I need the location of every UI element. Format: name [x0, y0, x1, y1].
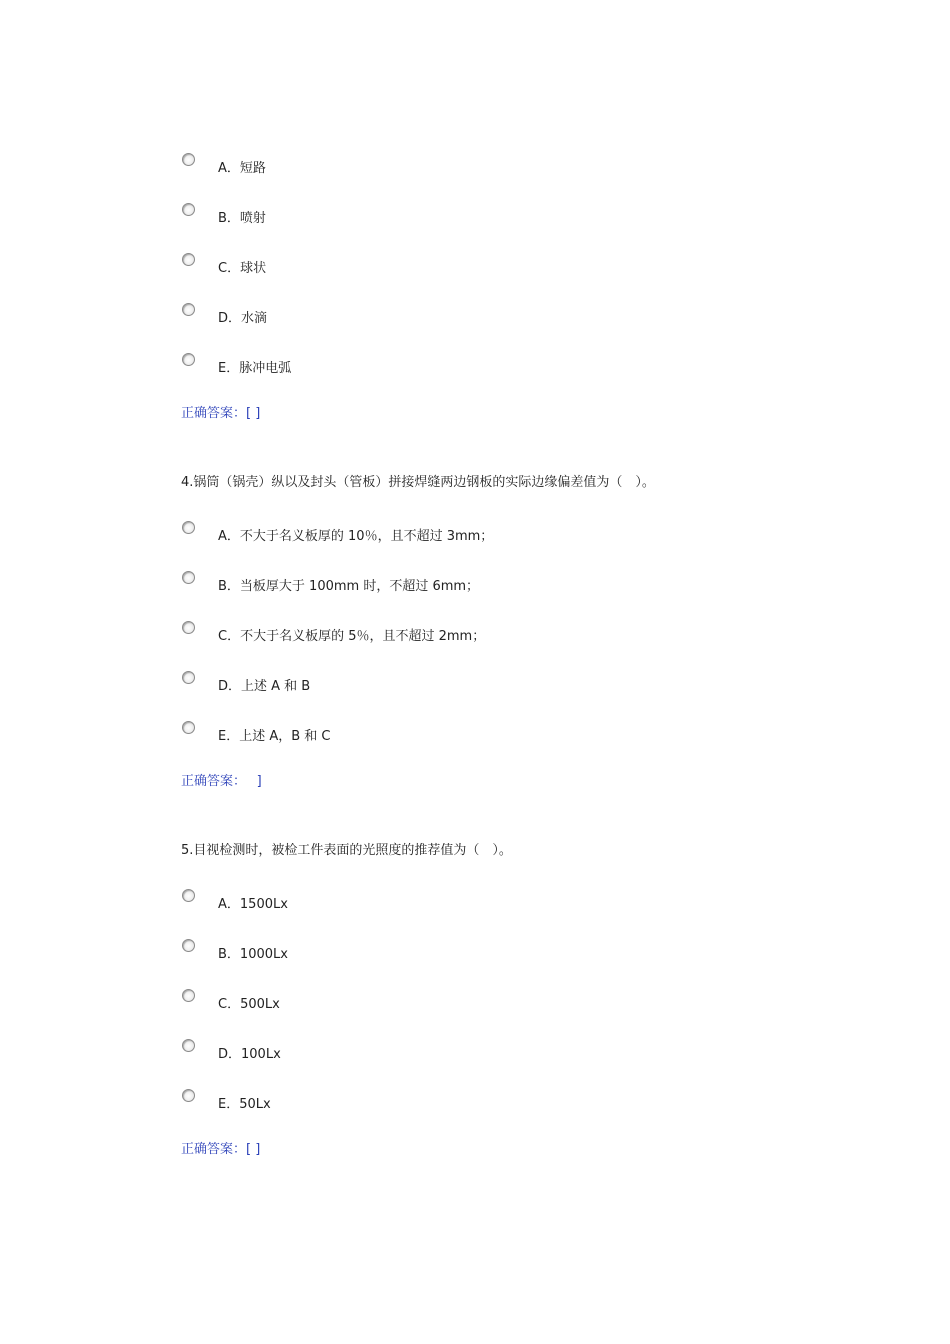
- option-letter: E．: [218, 729, 240, 744]
- radio-button-icon[interactable]: [182, 939, 195, 952]
- radio-button-icon[interactable]: [182, 889, 195, 902]
- radio-button-icon[interactable]: [182, 521, 195, 534]
- option-letter: B．: [218, 579, 240, 594]
- option-5-a[interactable]: [181, 889, 781, 917]
- question-title: 4.锅筒（锅壳）纵以及封头（管板）拼接焊缝两边钢板的实际边缘偏差值为（ ）。: [181, 475, 655, 490]
- option-label: 水滴: [241, 311, 268, 326]
- option-5-c[interactable]: [181, 989, 781, 1017]
- answer-label: 正确答案：: [181, 406, 247, 421]
- answer-label: 正确答案：: [181, 774, 240, 789]
- radio-button-icon[interactable]: [182, 1039, 195, 1052]
- option-letter: D．: [218, 311, 242, 326]
- radio-button-icon[interactable]: [182, 253, 195, 266]
- option-label: 1500Lx: [239, 897, 288, 912]
- option-label: 上述 A 和 B: [241, 679, 311, 694]
- correct-answer: [181, 402, 260, 421]
- option-label: 喷射: [239, 211, 266, 226]
- correct-answer: [181, 770, 262, 789]
- question-title: 5.目视检测时，被检工件表面的光照度的推荐值为（ ）。: [181, 843, 512, 858]
- option-label: 上述 A，B 和 C: [239, 729, 331, 744]
- radio-button-icon[interactable]: [182, 571, 195, 584]
- option-5-b[interactable]: [181, 939, 781, 967]
- radio-button-icon[interactable]: [182, 621, 195, 634]
- option-letter: A．: [218, 529, 240, 544]
- option-3-c[interactable]: [181, 253, 781, 281]
- option-3-a[interactable]: [181, 153, 781, 181]
- radio-button-icon[interactable]: [182, 989, 195, 1002]
- option-label: 球状: [240, 261, 267, 276]
- option-4-c[interactable]: [181, 621, 781, 649]
- option-5-d[interactable]: [181, 1039, 781, 1067]
- answer-label: 正确答案：: [181, 1142, 247, 1157]
- radio-button-icon[interactable]: [182, 353, 195, 366]
- option-4-a[interactable]: [181, 521, 781, 549]
- option-4-d[interactable]: [181, 671, 781, 699]
- option-3-b[interactable]: [181, 203, 781, 231]
- option-letter: E．: [218, 1097, 240, 1112]
- option-3-d[interactable]: [181, 303, 781, 331]
- option-label: 当板厚大于 100mm 时，不超过 6mm；: [239, 579, 480, 594]
- option-label: 100Lx: [241, 1047, 281, 1062]
- option-letter: D．: [218, 679, 242, 694]
- option-letter: D．: [218, 1047, 242, 1062]
- option-label: 50Lx: [239, 1097, 271, 1112]
- option-letter: C．: [218, 997, 241, 1012]
- radio-button-icon[interactable]: [182, 721, 195, 734]
- option-letter: B．: [218, 947, 240, 962]
- option-label: 脉冲电弧: [239, 361, 292, 376]
- answer-value: [ ]: [246, 1142, 261, 1157]
- radio-button-icon[interactable]: [182, 1089, 195, 1102]
- option-label: 1000Lx: [239, 947, 288, 962]
- option-letter: E．: [218, 361, 240, 376]
- option-letter: A．: [218, 161, 240, 176]
- option-letter: B．: [218, 211, 240, 226]
- answer-value: [ ]: [246, 406, 261, 421]
- option-label: 不大于名义板厚的 5％，且不超过 2mm；: [240, 629, 486, 644]
- radio-button-icon[interactable]: [182, 153, 195, 166]
- option-4-b[interactable]: [181, 571, 781, 599]
- option-letter: C．: [218, 629, 241, 644]
- option-label: 500Lx: [240, 997, 280, 1012]
- radio-button-icon[interactable]: [182, 203, 195, 216]
- radio-button-icon[interactable]: [182, 671, 195, 684]
- option-label: 不大于名义板厚的 10％，且不超过 3mm；: [239, 529, 494, 544]
- option-letter: C．: [218, 261, 241, 276]
- option-3-e[interactable]: [181, 353, 781, 381]
- radio-button-icon[interactable]: [182, 303, 195, 316]
- option-5-e[interactable]: [181, 1089, 781, 1117]
- correct-answer: [181, 1138, 260, 1157]
- option-label: 短路: [239, 161, 266, 176]
- option-4-e[interactable]: [181, 721, 781, 749]
- answer-value: ]: [239, 774, 262, 789]
- option-letter: A．: [218, 897, 240, 912]
